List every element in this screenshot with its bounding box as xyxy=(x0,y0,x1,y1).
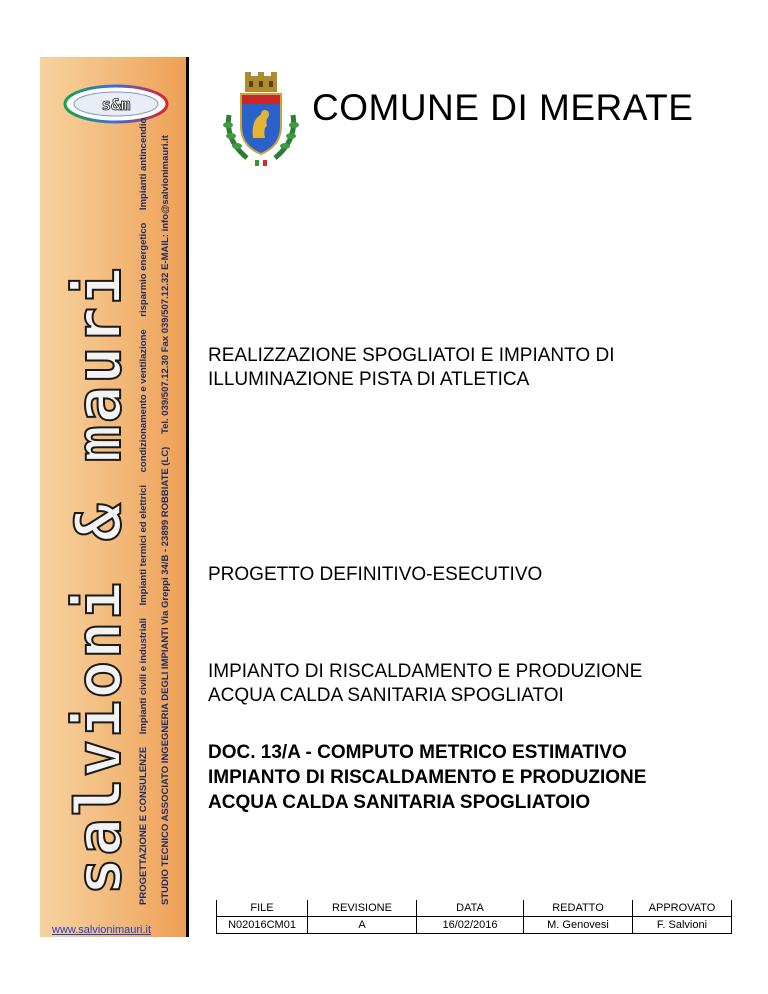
header-file: FILE xyxy=(217,900,308,917)
sidebar-divider xyxy=(186,57,189,937)
system-description: IMPIANTO DI RISCALDAMENTO E PRODUZIONE ACQUA CALDA SANITARIA SPOGLIATOI xyxy=(208,661,643,706)
tagline-contacts: STUDIO TECNICO ASSOCIATO INGEGNERIA DEGLI IMPIANTI Via Greppi 34/B - 23899 ROBBIATE (LC) Tel. 039/507.12.30 Fax 039/507.12.32 E-MAIL: info@salvionimauri.it xyxy=(160,135,171,905)
header-date: DATA xyxy=(417,900,524,917)
document-title: DOC. 13/A - COMPUTO METRICO ESTIMATIVO IMPIANTO DI RISCALDAMENTO E PRODUZIONE ACQUA CALDA SANITARIA SPOGLIATOIO xyxy=(208,742,647,813)
table-header-row xyxy=(217,900,732,917)
merate-coat-of-arms-icon xyxy=(219,70,303,170)
document-info-table xyxy=(216,900,732,934)
project-phase: PROGETTO DEFINITIVO-ESECUTIVO xyxy=(208,564,543,585)
value-drafted: M. Genovesi xyxy=(524,917,633,934)
table-row xyxy=(217,917,732,934)
website-link[interactable]: www.salvionimauri.it xyxy=(52,924,152,936)
value-revision: A xyxy=(308,917,417,934)
logo-text: s&m xyxy=(101,95,131,114)
header-approved: APPROVATO xyxy=(633,900,732,917)
brand-name: salvioni & mauri xyxy=(62,265,135,895)
value-approved: F. Salvioni xyxy=(633,917,732,934)
value-file: N02016CM01 xyxy=(217,917,308,934)
studio-logo-icon xyxy=(63,84,169,124)
municipality-title: COMUNE DI MERATE xyxy=(312,87,694,128)
header-drafted: REDATTO xyxy=(524,900,633,917)
project-title: REALIZZAZIONE SPOGLIATOI E IMPIANTO DI ILLUMINAZIONE PISTA DI ATLETICA xyxy=(208,345,615,390)
value-date: 16/02/2016 xyxy=(417,917,524,934)
tagline-services: PROGETTAZIONE E CONSULENZE Impianti civili e industriali Impianti termici ed elettrici condizionamento e ventilazione risparmio energetico Impianti antincendio xyxy=(138,117,149,905)
header-revision: REVISIONE xyxy=(308,900,417,917)
